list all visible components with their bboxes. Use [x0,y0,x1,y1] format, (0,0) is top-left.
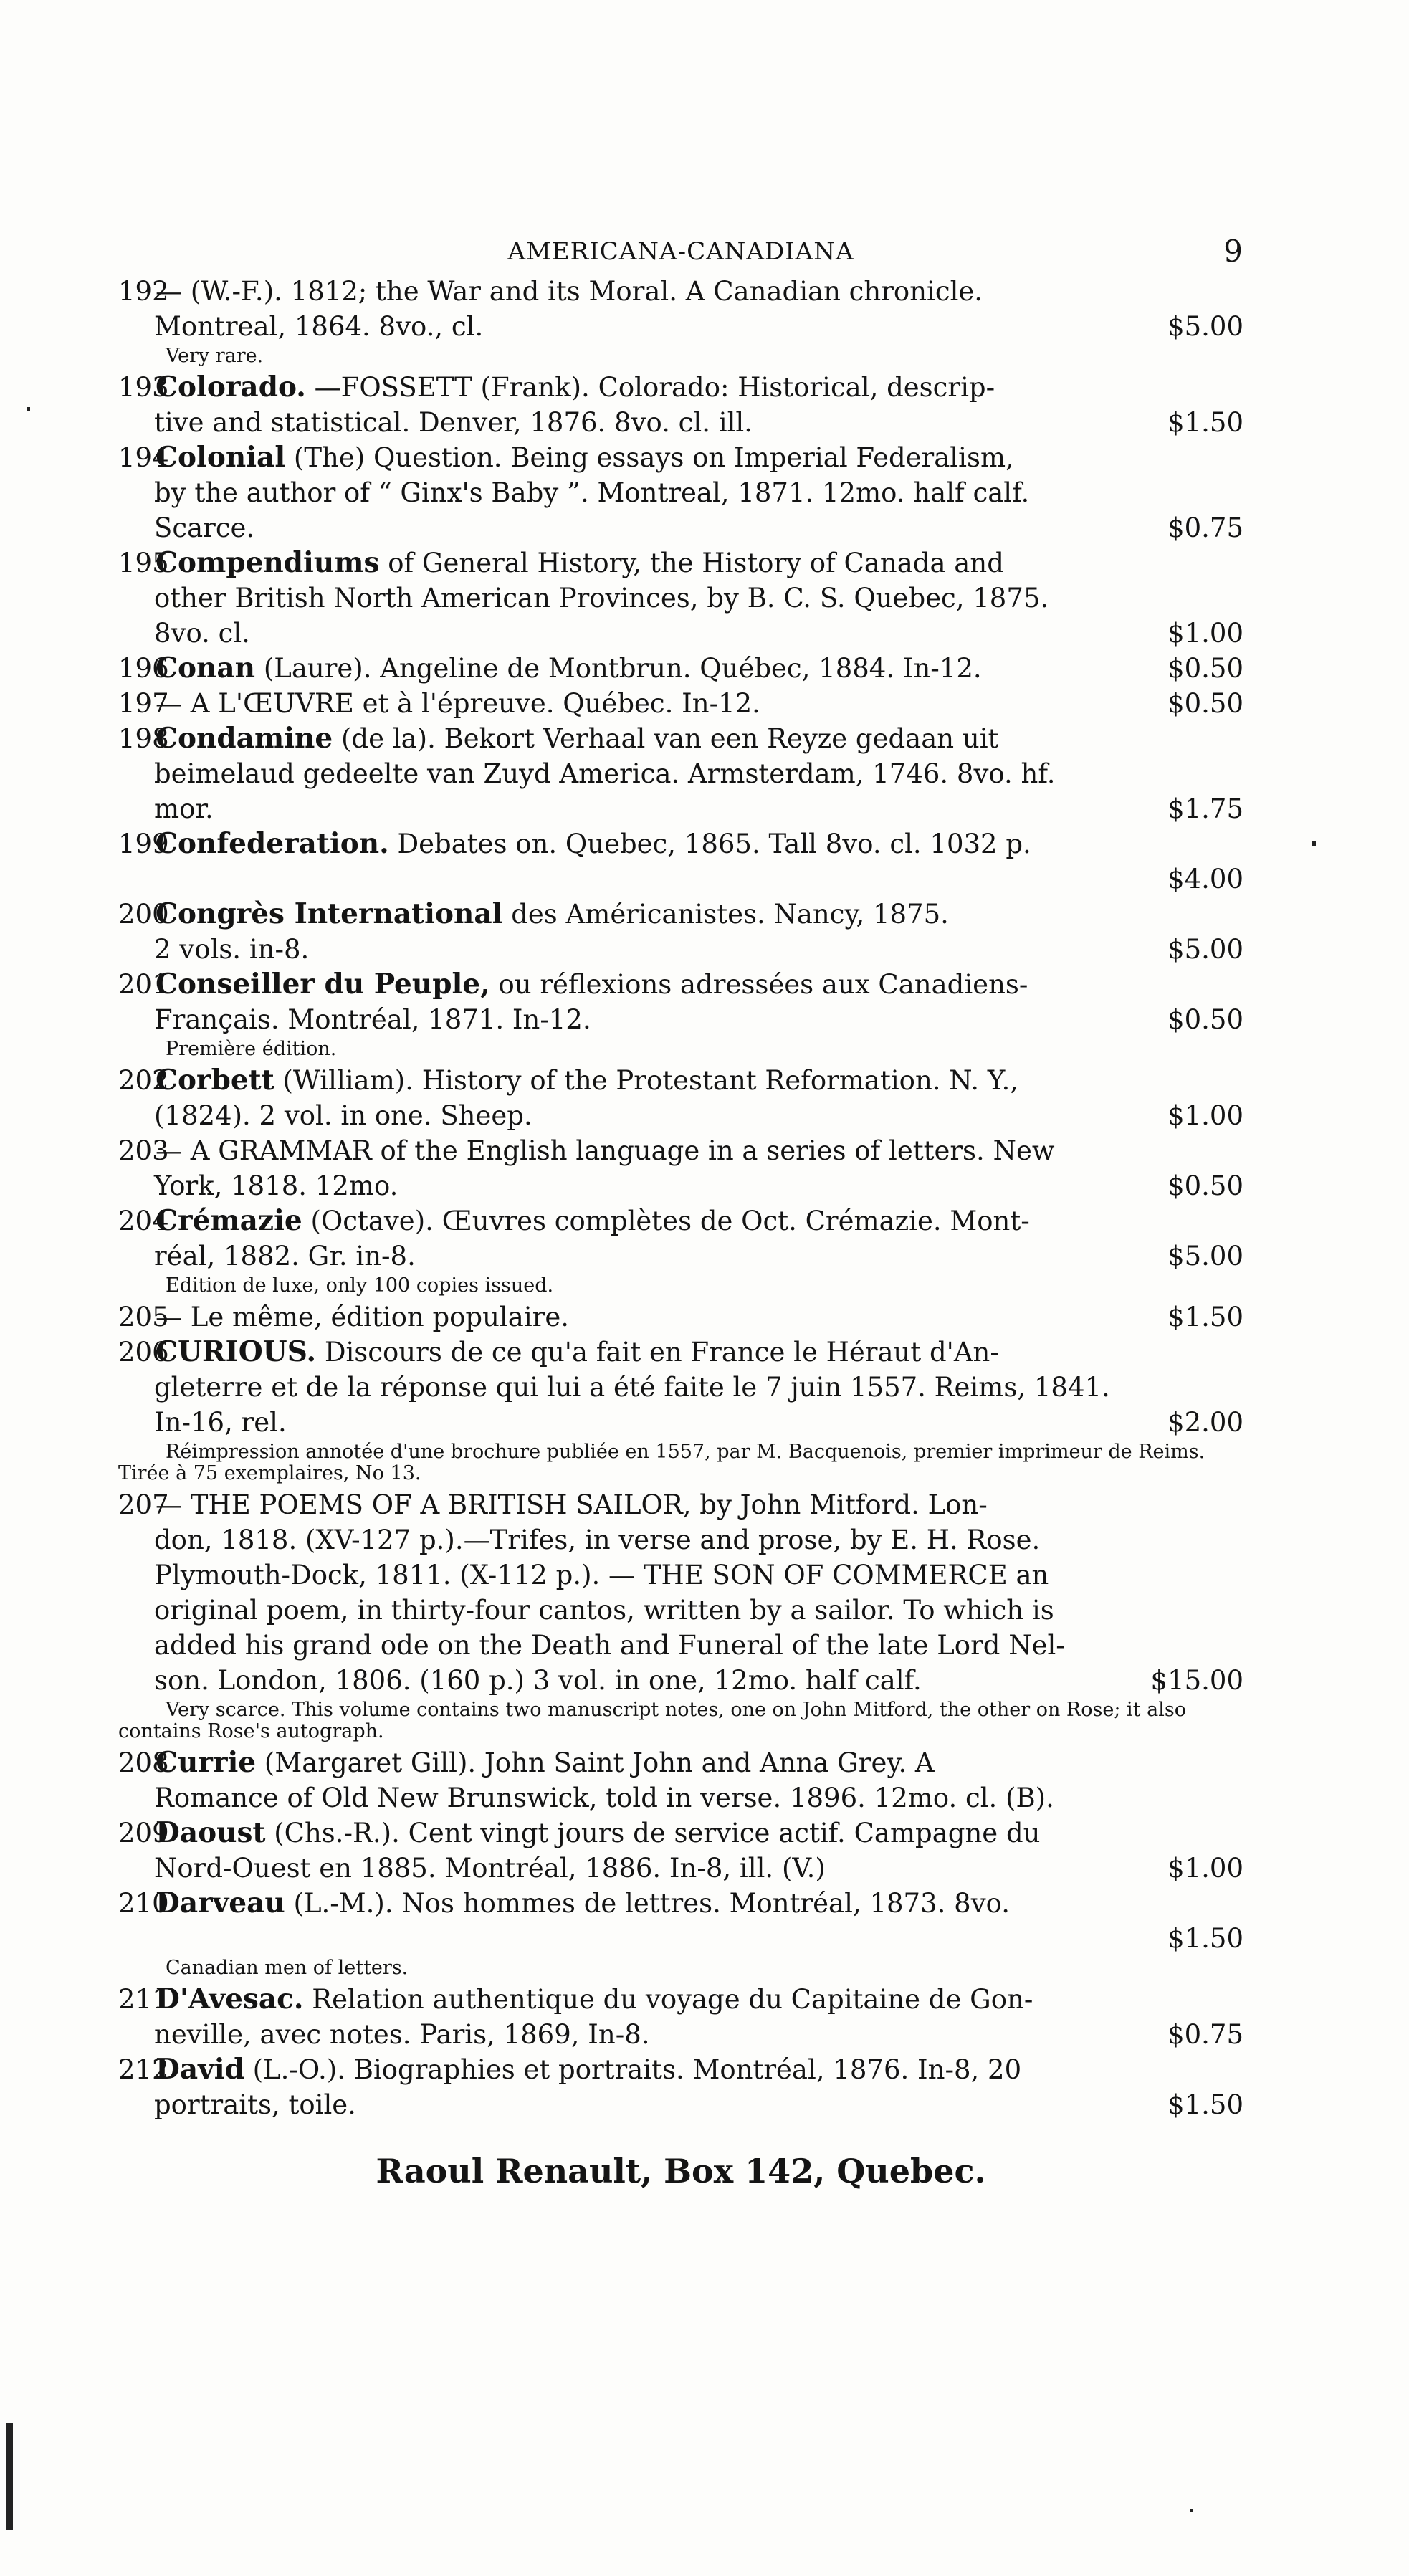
entry-number: 194 [118,442,169,473]
entry-line [118,1557,1243,1593]
entry-price: $1.50 [1167,2089,1243,2120]
entry-text [154,309,483,344]
entry-text [118,1063,1018,1098]
entry-price: $5.00 [1167,311,1243,342]
entry-line [118,791,1243,826]
catalogue-entry [118,1982,1243,2052]
entry-line-text: portraits, toile. [154,2089,356,2120]
entry-line-text: (de la). Bekort Verhaal van een Reyze gedaan uit [340,723,999,754]
entry-line [118,967,1243,1002]
entry-text [154,1851,826,1886]
entry-line [118,616,1243,651]
entry-line [118,309,1243,344]
entry-heading: Compendiums [156,546,380,579]
entry-line-text: (Margaret Gill). John Saint John and Anna Grey. A [264,1747,935,1778]
entry-note: Edition de luxe, only 100 copies issued. [166,1274,554,1297]
entry-number: 197 [118,688,169,719]
entry-heading: Congrès International [156,897,503,930]
entry-price: $0.75 [1167,512,1243,543]
entry-line [118,1921,1243,1956]
entry-text [154,1370,1110,1405]
entry-line [118,1203,1243,1239]
entry-line [118,1335,1243,1370]
entry-price: $5.00 [1167,934,1243,965]
catalogue-entry [118,1203,1243,1297]
entry-line-text: tive and statistical. Denver, 1876. 8vo. cl. ill. [154,407,753,438]
entry-line-text: gleterre et de la réponse qui lui a été faite le 7 juin 1557. Reims, 1841. [154,1372,1110,1403]
entry-price: $2.00 [1167,1407,1243,1438]
entry-line-text: In-16, rel. [154,1407,287,1438]
entry-text [154,1593,1054,1628]
entry-text [154,1239,416,1274]
page-header [118,229,1243,274]
catalogue-page [118,229,1243,2189]
entry-heading: Confederation. [156,827,389,860]
entry-text [118,967,1028,1002]
entry-line [118,862,1243,897]
entry-text [154,1522,1040,1557]
entry-number: 198 [118,723,169,754]
entry-line-text: — Le même, édition populaire. [156,1302,570,1332]
entry-text [154,932,309,967]
entry-price: $1.50 [1167,1302,1243,1332]
entry-line [118,370,1243,405]
entry-line-text: — (W.-F.). 1812; the War and its Moral. A Canadian chronicle. [156,276,983,307]
entry-text [154,616,250,651]
catalogue-entry [118,1133,1243,1203]
entry-heading: Darveau [156,1886,285,1919]
entry-line [118,1063,1243,1098]
entry-line [118,2017,1243,2052]
entry-line [118,756,1243,791]
entry-line [118,1663,1243,1698]
catalogue-entry [118,370,1243,440]
entry-text [154,510,254,545]
entry-line [118,1628,1243,1663]
entry-price: $1.00 [1167,1853,1243,1884]
entry-line-text: Relation authentique du voyage du Capitaine de Gon- [312,1984,1033,2015]
entry-text [154,1168,398,1203]
entry-text [118,440,1014,475]
entry-line-text: 8vo. cl. [154,618,250,649]
entry-line [118,1851,1243,1886]
entry-text [154,405,753,440]
entry-number: 209 [118,1818,169,1848]
entry-text [154,1002,591,1037]
entry-number: 203 [118,1135,169,1166]
entry-line [118,1816,1243,1851]
entry-number: 212 [118,2054,169,2085]
entry-note: Réimpression annotée d'une brochure publiée en 1557, par M. Bacquenois, premier imprimeur de Reims. Tirée à 75 exemplaires, No 13. [118,1441,1205,1484]
entry-number: 204 [118,1206,169,1236]
entry-line [118,1745,1243,1780]
entry-text [154,1098,532,1133]
entry-line [118,545,1243,581]
entry-line [118,1487,1243,1522]
entry-text [118,721,998,756]
entry-line [118,274,1243,309]
entry-line [118,1168,1243,1203]
entry-line-text: (L.-M.). Nos hommes de lettres. Montréal, 1873. 8vo. [293,1888,1010,1919]
entry-line [118,1982,1243,2017]
entry-line [118,1370,1243,1405]
entry-text [118,1335,999,1370]
entry-line-text: — THE POEMS OF A BRITISH SAILOR, by John Mitford. Lon- [156,1489,988,1520]
entry-number: 205 [118,1302,169,1332]
entry-line [118,475,1243,510]
entry-text [154,581,1049,616]
entry-text [154,2017,650,2052]
entry-price: $1.00 [1167,618,1243,649]
catalogue-entry [118,545,1243,651]
entry-line [118,2087,1243,2122]
entry-line [118,826,1243,862]
entry-line [118,1522,1243,1557]
entry-heading: Currie [156,1746,257,1779]
entry-heading: CURIOUS. [156,1335,317,1368]
entry-line-text: Montreal, 1864. 8vo., cl. [154,311,484,342]
entry-line [118,1299,1243,1335]
entry-line [118,1002,1243,1037]
entry-line-text: — A L'ŒUVRE et à l'épreuve. Québec. In-12. [156,688,760,719]
entry-text [118,1816,1040,1851]
entry-text [118,1745,935,1780]
entry-line-text: Scarce. [154,512,255,543]
entry-line-text: mor. [154,793,214,824]
entry-line-text: —FOSSETT (Frank). Colorado: Historical, descrip- [314,372,995,403]
entry-price: $0.50 [1167,1170,1243,1201]
entry-price: $0.50 [1167,688,1243,719]
entry-price: $5.00 [1167,1241,1243,1272]
footer-address: Raoul Renault, Box 142, Quebec. [376,2152,986,2190]
entry-text [154,2087,356,2122]
entry-line [118,1593,1243,1628]
entry-heading: Condamine [156,722,333,755]
entry-price: $1.75 [1167,793,1243,824]
entry-text [118,1299,569,1335]
entry-price: $1.00 [1167,1100,1243,1131]
catalogue-entry [118,1487,1243,1742]
entry-line-text: (L.-O.). Biographies et portraits. Montréal, 1876. In-8, 20 [252,2054,1022,2085]
entry-line [118,1780,1243,1816]
entry-line-text: don, 1818. (XV-127 p.).—Trifes, in verse and prose, by E. H. Rose. [154,1525,1041,1555]
entry-line-text: (Laure). Angeline de Montbrun. Québec, 1884. In-12. [263,653,982,684]
catalogue-entry [118,440,1243,545]
entry-line [118,721,1243,756]
entry-line [118,581,1243,616]
entry-note: Very scarce. This volume contains two manuscript notes, one on John Mitford, the other on Rose; it also contains Rose's autograph. [118,1699,1186,1742]
entry-line-text: Debates on. Quebec, 1865. Tall 8vo. cl. 1032 p. [397,829,1031,859]
entry-line [118,440,1243,475]
entry-note: Canadian men of letters. [166,1957,409,1979]
entry-line [118,405,1243,440]
entry-line-text: — A GRAMMAR of the English language in a series of letters. New [156,1135,1055,1166]
entry-line-text: beimelaud gedeelte van Zuyd America. Armsterdam, 1746. 8vo. hf. [154,758,1056,789]
entry-text [118,1133,1055,1168]
entry-line [118,1239,1243,1274]
entry-text [154,1557,1049,1593]
entry-note: Première édition. [166,1038,337,1060]
entry-heading: Conan [156,652,256,684]
entry-heading: Crémazie [156,1204,302,1237]
entry-text [118,651,982,686]
entry-number: 208 [118,1747,169,1778]
entry-line-text: son. London, 1806. (160 p.) 3 vol. in one, 12mo. half calf. [154,1665,922,1696]
entry-line-text: (1824). 2 vol. in one. Sheep. [154,1100,532,1131]
entry-number: 195 [118,548,169,578]
entry-price: $15.00 [1150,1665,1243,1696]
entry-text [118,1487,988,1522]
entry-heading: Corbett [156,1064,274,1097]
entry-line-text: Nord-Ouest en 1885. Montréal, 1886. In-8, ill. (V.) [154,1853,826,1884]
entry-line [118,1405,1243,1440]
entry-heading: Conseiller du Peuple, [156,968,490,1001]
entry-number: 206 [118,1337,169,1368]
entry-text [118,897,949,932]
catalogue-entry [118,1299,1243,1335]
entry-line-text: ou réflexions adressées aux Canadiens- [498,969,1028,1000]
catalogue-entry [118,274,1243,367]
catalogue-entry [118,826,1243,897]
entry-heading: D'Avesac. [156,1983,304,2016]
entry-price: $0.50 [1167,1004,1243,1035]
entry-line-text: neville, avec notes. Paris, 1869, In-8. [154,2019,650,2050]
entry-line-text: added his grand ode on the Death and Funeral of the late Lord Nel- [154,1630,1065,1661]
entry-heading: Colonial [156,441,286,474]
entry-line-text: Romance of Old New Brunswick, told in verse. 1896. 12mo. cl. (B). [154,1783,1054,1813]
entry-text [118,370,995,405]
entry-number: 202 [118,1065,169,1096]
entry-line [118,1098,1243,1133]
entry-line [118,651,1243,686]
entry-text [118,274,983,309]
entry-price: $1.50 [1167,1923,1243,1954]
entry-text [154,1663,922,1698]
entry-text [154,1405,287,1440]
entry-text [118,686,760,721]
entry-text [154,791,214,826]
entry-line-text: original poem, in thirty-four cantos, written by a sailor. To which is [154,1595,1054,1626]
margin-mark [27,407,30,411]
entry-number: 210 [118,1888,169,1919]
catalogue-entry [118,1063,1243,1133]
entry-heading: Daoust [156,1816,266,1849]
entry-line [118,2052,1243,2087]
catalogue-entry [118,2052,1243,2122]
entry-line [118,932,1243,967]
entry-number: 201 [118,969,169,1000]
entry-heading: Colorado. [156,371,306,404]
catalogue-entry [118,1745,1243,1816]
catalogue-entry [118,1886,1243,1979]
entry-line-text: (The) Question. Being essays on Imperial Federalism, [293,442,1014,473]
entry-price: $0.50 [1167,653,1243,684]
catalogue-entry [118,1816,1243,1886]
entry-text [154,1780,1054,1816]
entry-line-text: (Octave). Œuvres complètes de Oct. Crémazie. Mont- [310,1206,1030,1236]
entry-line [118,686,1243,721]
entry-note: Very rare. [166,345,264,367]
margin-mark [1312,841,1316,846]
entry-text [154,756,1055,791]
entry-price: $1.50 [1167,407,1243,438]
entry-line-text: of General History, the History of Canada and [388,548,1004,578]
entry-number: 193 [118,372,169,403]
entry-line-text: by the author of “ Ginx's Baby ”. Montreal, 1871. 12mo. half calf. [154,477,1030,508]
entry-line [118,1133,1243,1168]
entry-line-text: Plymouth-Dock, 1811. (X-112 p.). — THE SON OF COMMERCE an [154,1560,1049,1590]
entry-line-text: (Chs.-R.). Cent vingt jours de service actif. Campagne du [274,1818,1041,1848]
catalogue-entry [118,686,1243,721]
entry-line-text: 2 vols. in-8. [154,934,310,965]
entry-number: 200 [118,899,169,930]
catalogue-entry [118,967,1243,1060]
catalogue-entry [118,897,1243,967]
entry-price: $0.75 [1167,2019,1243,2050]
entry-line-text: réal, 1882. Gr. in-8. [154,1241,416,1272]
entry-number: 207 [118,1489,169,1520]
entry-line [118,1886,1243,1921]
entry-text [118,826,1031,862]
entry-text [118,1982,1033,2017]
margin-mark [6,2423,13,2530]
margin-mark [1190,2509,1193,2512]
entry-text [118,2052,1021,2087]
entry-line-text: (William). History of the Protestant Reformation. N. Y., [282,1065,1018,1096]
entry-text [154,475,1029,510]
entry-text [154,1628,1065,1663]
entry-price: $4.00 [1167,864,1243,895]
page-title: AMERICANA-CANADIANA [507,237,854,266]
entry-line-text: Français. Montréal, 1871. In-12. [154,1004,591,1035]
entry-text [118,1886,1010,1921]
entry-number: 211 [118,1984,169,2015]
entry-text [118,1203,1030,1239]
page-number: 9 [1223,234,1243,269]
entry-heading: David [156,2053,244,2086]
entry-line-text: Discours de ce qu'a fait en France le Héraut d'An- [324,1337,999,1368]
catalogue-entry [118,1335,1243,1484]
catalogue-entry [118,651,1243,686]
catalogue-entries [118,274,1243,2122]
entry-line-text: other British North American Provinces, by B. C. S. Quebec, 1875. [154,583,1049,614]
entry-line-text: York, 1818. 12mo. [154,1170,398,1201]
catalogue-entry [118,721,1243,826]
entry-line [118,897,1243,932]
entry-line [118,510,1243,545]
entry-number: 199 [118,829,169,859]
entry-number: 192 [118,276,169,307]
entry-number: 196 [118,653,169,684]
entry-text [118,545,1004,581]
entry-line-text: des Américanistes. Nancy, 1875. [511,899,949,930]
